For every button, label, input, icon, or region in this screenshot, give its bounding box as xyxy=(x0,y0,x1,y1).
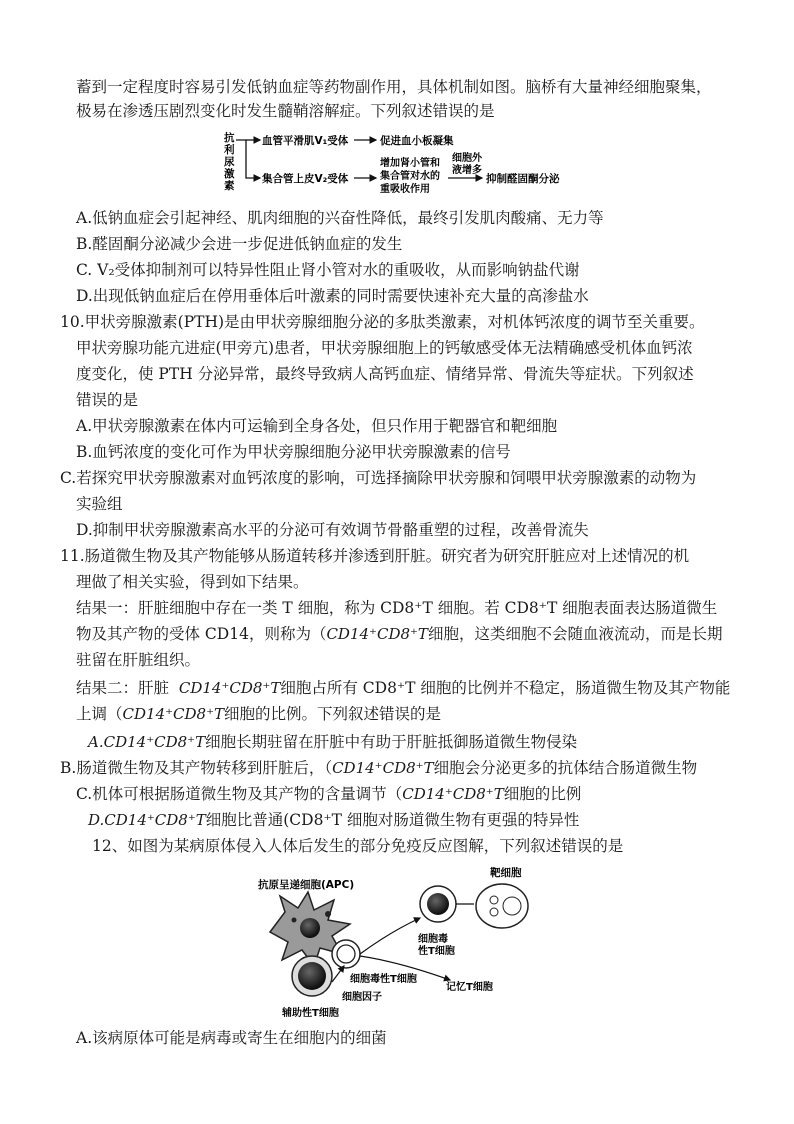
q10-stem-1: 10.甲状旁腺激素(PTH)是由甲状旁腺细胞分泌的多肽类激素，对机体钙浓度的调节至关重要。 xyxy=(60,313,705,331)
text: 细胞的比例 xyxy=(503,785,582,803)
q10-option-c-1: C.若探究甲状旁腺激素对血钙浓度的影响，可选择摘除甲状旁腺和饲喂甲状旁腺激素的动物为 xyxy=(60,469,697,487)
memory-label: 记忆T细胞 xyxy=(446,982,493,993)
adh-char: 抗 xyxy=(224,132,235,144)
ctl-top-label-1: 细胞毒 xyxy=(418,934,448,945)
q12-option-a: A.该病原体可能是病毒或寄生在细胞内的细菌 xyxy=(76,1029,387,1047)
q10-option-b: B.血钙浓度的变化可作为甲状旁腺细胞分泌甲状旁腺激素的信号 xyxy=(76,443,511,461)
q10-option-d: D.抑制甲状旁腺激素高水平的分泌可有效调节骨骼重塑的过程，改善骨流失 xyxy=(76,521,589,539)
q12-stem: 12、如图为某病原体侵入人体后发生的部分免疫反应图解，下列叙述错误的是 xyxy=(92,837,624,855)
text: 细胞的比例。下列叙述错误的是 xyxy=(224,705,442,723)
effect-top: 促进血小板凝集 xyxy=(380,135,454,147)
apc-label: 抗原呈递细胞(APC) xyxy=(258,879,355,891)
branch-arrow xyxy=(236,140,260,178)
q10-stem-2: 甲状旁腺功能亢进症(甲旁亢)患者，甲状旁腺细胞上的钙敏感受体无法精确感受机体血钙浓 xyxy=(76,339,693,357)
q10-stem-4: 错误的是 xyxy=(76,391,139,409)
text: 细胞会分泌更多的抗体结合肠道微生物 xyxy=(433,759,698,777)
effect-bottom-1: 增加肾小管和 xyxy=(380,158,440,169)
arrow-to-ctl xyxy=(360,918,420,954)
effect-bottom-2: 集合管对水的 xyxy=(380,171,440,182)
naive-ctl-cell xyxy=(332,940,360,968)
cell-term: CD14⁺CD8⁺T xyxy=(178,679,281,697)
cell-term: CD14⁺CD8⁺T xyxy=(402,785,504,803)
cell-term: CD14⁺CD8⁺T xyxy=(326,625,428,643)
q11-result2-2 xyxy=(76,703,441,725)
intro-line-2: 极易在渗透压剧烈变化时发生髓鞘溶解症。下列叙述错误的是 xyxy=(76,102,495,120)
q11-result1-3: 驻留在肝脏组织。 xyxy=(76,651,201,669)
q9-option-d: D.出现低钠血症后在停用垂体后叶激素的同时需要快速补充大量的高渗盐水 xyxy=(76,287,589,305)
apc-nucleus xyxy=(300,918,320,938)
effect-bottom-3: 重吸收作用 xyxy=(380,184,430,195)
intro-line-1: 蓄到一定程度时容易引发低钠血症等药物副作用，具体机制如图。脑桥有大量神经细胞聚集， xyxy=(76,78,712,96)
q9-option-a: A.低钠血症会引起神经、肌肉细胞的兴奋性降低，最终引发肌肉酸痛、无力等 xyxy=(76,209,604,227)
text: 结果二：肝脏 xyxy=(76,679,170,697)
text: 上调（ xyxy=(76,705,123,723)
q9-option-c: C. V₂受体抑制剂可以特异性阻止肾小管对水的重吸收，从而影响钠盐代谢 xyxy=(76,261,580,279)
helper-label: 辅助性T细胞 xyxy=(282,1008,339,1019)
text: 细胞，这类细胞不会随血液流动，而是长期 xyxy=(427,625,723,643)
mid-2: 液增多 xyxy=(452,165,482,176)
receptor-top: 血管平滑肌V₁受体 xyxy=(262,135,349,147)
adh-char: 利 xyxy=(224,144,235,156)
mid-1: 细胞外 xyxy=(452,153,482,164)
option-letter: A. xyxy=(88,733,104,751)
text: B.肠道微生物及其产物转移到肝脏后，（ xyxy=(60,759,333,777)
cell-term: CD14⁺CD8⁺T xyxy=(122,705,224,723)
cytokine-arrow xyxy=(332,966,344,982)
q11-stem-1: 11.肠道微生物及其产物能够从肠道转移并渗透到肝脏。研究者为研究肝脏应对上述情况的机 xyxy=(60,547,690,565)
helper-t-cell xyxy=(292,956,332,996)
q10-option-c-2: 实验组 xyxy=(76,495,123,513)
cytokine-label: 细胞因子 xyxy=(342,992,382,1003)
activated-ctl-cell xyxy=(420,886,456,922)
text: C.机体可根据肠道微生物及其产物的含量调节（ xyxy=(76,785,403,803)
adh-mechanism-diagram xyxy=(220,126,600,196)
receptor-bottom: 集合管上皮V₂受体 xyxy=(262,173,349,185)
adh-char: 素 xyxy=(224,180,235,192)
q10-stem-3: 度变化，使 PTH 分泌异常，最终导致病人高钙血症、情绪异常、骨流失等症状。下列叙述 xyxy=(76,365,694,383)
q11-result1-2 xyxy=(76,623,722,645)
cell-term: CD14⁺CD8⁺T xyxy=(332,759,434,777)
cell-term: CD14⁺CD8⁺T xyxy=(104,811,206,829)
ctl-mid-label: 细胞毒性T细胞 xyxy=(350,974,417,985)
adh-char: 尿 xyxy=(224,156,235,168)
q10-option-a: A.甲状旁腺激素在体内可运输到全身各处，但只作用于靶器官和靶细胞 xyxy=(76,417,558,435)
target-cell xyxy=(476,884,528,928)
adh-char: 激 xyxy=(224,168,235,180)
cell-term: CD14⁺CD8⁺T xyxy=(103,733,206,751)
q11-option-b xyxy=(60,757,697,779)
q11-stem-2: 理做了相关实验，得到如下结果。 xyxy=(76,573,309,591)
q11-option-a xyxy=(88,731,577,753)
q11-option-d xyxy=(88,809,579,831)
q11-result2-1 xyxy=(76,677,730,699)
text: 细胞长期驻留在肝脏中有助于肝脏抵御肠道微生物侵染 xyxy=(205,733,578,751)
final-effect: 抑制醛固酮分泌 xyxy=(486,173,560,185)
adh-label xyxy=(223,131,235,192)
option-letter: D. xyxy=(88,811,105,829)
target-label: 靶细胞 xyxy=(490,867,522,879)
text: 细胞比普通(CD8⁺T 细胞对肠道微生物有更强的特异性 xyxy=(205,811,580,829)
ctl-top-label-2: 性T细胞 xyxy=(418,946,455,957)
text: 细胞占所有 CD8⁺T 细胞的比例并不稳定，肠道微生物及其产物能 xyxy=(280,679,731,697)
q11-result1-1: 结果一：肝脏细胞中存在一类 T 细胞，称为 CD8⁺T 细胞。若 CD8⁺T 细胞表面表达肠道微生 xyxy=(76,599,718,617)
q9-option-b: B.醛固酮分泌减少会进一步促进低钠血症的发生 xyxy=(76,235,403,253)
text: 物及其产物的受体 CD14，则称为（ xyxy=(76,625,327,643)
q11-option-c xyxy=(76,783,581,805)
immune-response-diagram xyxy=(250,862,560,1020)
